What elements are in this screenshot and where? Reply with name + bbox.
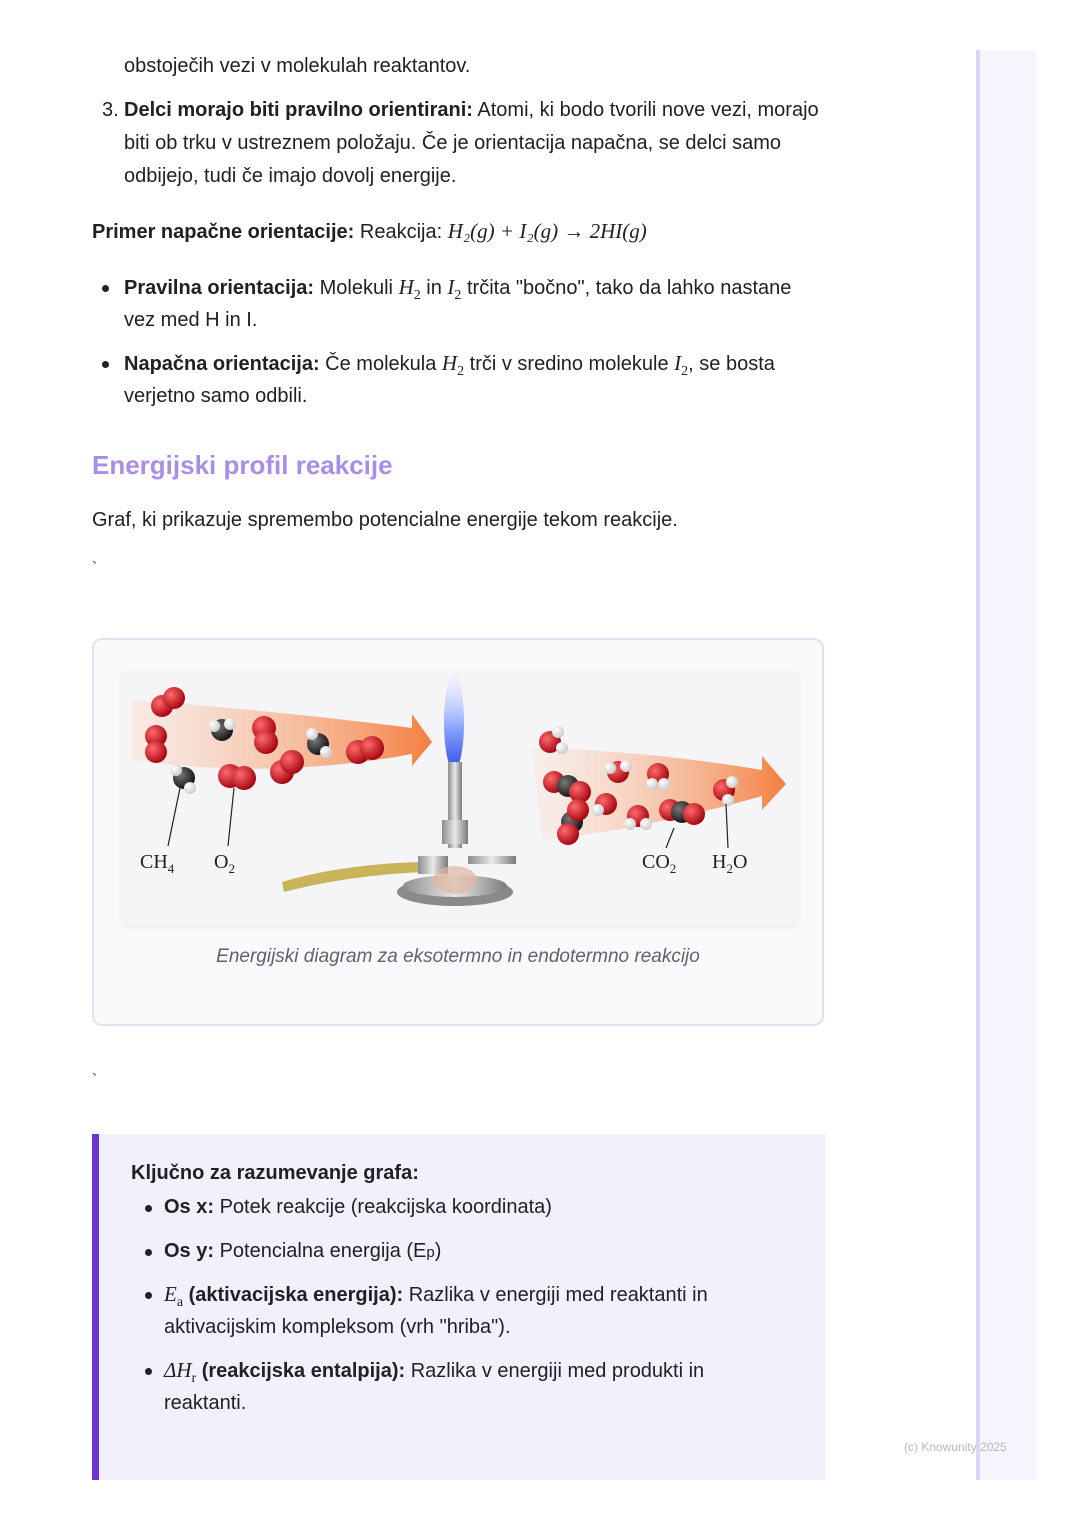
bullet-dot bbox=[102, 361, 109, 368]
label-ch4 bbox=[140, 851, 175, 876]
molecule-h2 bbox=[398, 275, 421, 304]
stray-backtick: ` bbox=[92, 560, 98, 577]
bullet-correct-line2: vez med H in I. bbox=[124, 309, 258, 331]
item-label: Os y: bbox=[164, 1240, 215, 1262]
right-margin-strip bbox=[976, 50, 1036, 1480]
bullet-dot bbox=[145, 1292, 152, 1299]
bullet-text: Če molekula bbox=[319, 353, 442, 375]
key-points-callout bbox=[92, 1134, 826, 1480]
copyright-notice: (c) Knowunity 2025 bbox=[904, 1440, 1007, 1454]
example-prefix: Reakcija: bbox=[354, 221, 448, 243]
subscript: 2 bbox=[681, 364, 689, 380]
callout-item-y-axis bbox=[164, 1235, 441, 1269]
label-text: O bbox=[732, 851, 748, 873]
item-label: Os x: bbox=[164, 1196, 215, 1218]
item-label: (aktivacijska energija): bbox=[183, 1284, 404, 1306]
label-text: CO bbox=[642, 851, 670, 873]
math-delta-hr bbox=[164, 1358, 197, 1387]
point3-title: Delci morajo biti pravilno orientirani: bbox=[124, 99, 473, 121]
bullet-text: trči v sredino molekule bbox=[464, 353, 675, 375]
point3-line3: odbijejo, tudi če imajo dovolj energije. bbox=[124, 165, 457, 187]
subscript: 2 bbox=[413, 288, 421, 304]
item-text: Razlika v energiji med reaktanti in bbox=[403, 1284, 708, 1306]
bullet-text: trčita "bočno", tako da lahko nastane bbox=[461, 277, 792, 299]
molecule-i2 bbox=[674, 351, 689, 380]
point3-text-l1: Atomi, ki bodo tvorili nove vezi, morajo bbox=[472, 99, 819, 121]
bullet-dot bbox=[145, 1249, 152, 1256]
label-subscript: 2 bbox=[726, 861, 733, 876]
bullet-title: Napačna orientacija: bbox=[124, 353, 320, 375]
symbol: H bbox=[398, 275, 414, 299]
reaction-equation: H₂(g) + I₂(g) → 2HI(g) bbox=[447, 219, 647, 243]
symbol: I bbox=[447, 275, 455, 299]
label-subscript: 2 bbox=[228, 861, 235, 876]
figure-image bbox=[122, 670, 798, 926]
subscript: r bbox=[191, 1371, 197, 1387]
section-text: Graf, ki prikazuje spremembo potencialne energije tekom reakcije. bbox=[92, 509, 678, 531]
bullet-title: Pravilna orientacija: bbox=[124, 277, 315, 299]
math-ea bbox=[164, 1282, 184, 1311]
intro-line: obstoječih vezi v molekulah reaktantov. bbox=[124, 55, 471, 77]
symbol: H bbox=[441, 351, 458, 375]
callout-item-enthalpy-line2: reaktanti. bbox=[164, 1392, 247, 1414]
combustion-illustration bbox=[122, 670, 798, 926]
bullet-text: Molekuli bbox=[314, 277, 399, 299]
figure-caption: Energijski diagram za eksotermno in endotermno reakcijo bbox=[216, 946, 700, 967]
item-text: Potencialna energija (E bbox=[214, 1240, 427, 1262]
item-text: ) bbox=[434, 1240, 442, 1262]
callout-item-activation-line2: aktivacijskim kompleksom (vrh "hriba"). bbox=[164, 1316, 511, 1338]
bullet-wrong-line2: verjetno samo odbili. bbox=[124, 385, 308, 407]
molecule-i2 bbox=[447, 275, 462, 304]
label-text: CH bbox=[140, 851, 168, 873]
item-text: Razlika v energiji med produkti in bbox=[405, 1360, 705, 1382]
symbol: I bbox=[674, 351, 682, 375]
list-number: 3. bbox=[102, 99, 119, 121]
bullet-dot bbox=[102, 285, 109, 292]
item-text: Potek reakcije (reakcijska koordinata) bbox=[214, 1196, 552, 1218]
section-heading: Energijski profil reakcije bbox=[92, 450, 393, 480]
label-h2o bbox=[712, 851, 747, 876]
molecule-h2 bbox=[441, 351, 465, 380]
label-text: H bbox=[712, 851, 727, 873]
callout-item-x-axis bbox=[164, 1191, 552, 1224]
label-subscript: 4 bbox=[167, 861, 175, 876]
label-subscript: 2 bbox=[669, 861, 677, 876]
symbol: ΔH bbox=[164, 1358, 192, 1382]
symbol: E bbox=[164, 1282, 177, 1306]
subscript: a bbox=[176, 1295, 184, 1311]
figure-card bbox=[92, 638, 824, 1026]
callout-title: Ključno za razumevanje grafa: bbox=[131, 1162, 419, 1184]
label-o2 bbox=[214, 851, 235, 876]
point3-line1 bbox=[124, 94, 819, 127]
item-subscript: p bbox=[426, 1244, 435, 1261]
label-co2 bbox=[642, 851, 676, 876]
bullet-text: in bbox=[420, 277, 448, 299]
bunsen-burner bbox=[282, 674, 516, 906]
example-line bbox=[92, 215, 647, 249]
bullet-dot bbox=[145, 1368, 152, 1375]
stray-backtick: ` bbox=[92, 1072, 98, 1089]
bullet-text: , se bosta bbox=[688, 353, 775, 375]
label-text: O bbox=[214, 851, 229, 873]
subscript: 2 bbox=[454, 288, 462, 304]
item-label: (reakcijska entalpija): bbox=[196, 1360, 406, 1382]
subscript: 2 bbox=[457, 364, 465, 380]
example-label: Primer napačne orientacije: bbox=[92, 221, 355, 243]
bullet-dot bbox=[145, 1205, 152, 1212]
point3-line2: biti ob trku v ustreznem položaju. Če je orientacija napačna, se delci samo bbox=[124, 132, 782, 154]
